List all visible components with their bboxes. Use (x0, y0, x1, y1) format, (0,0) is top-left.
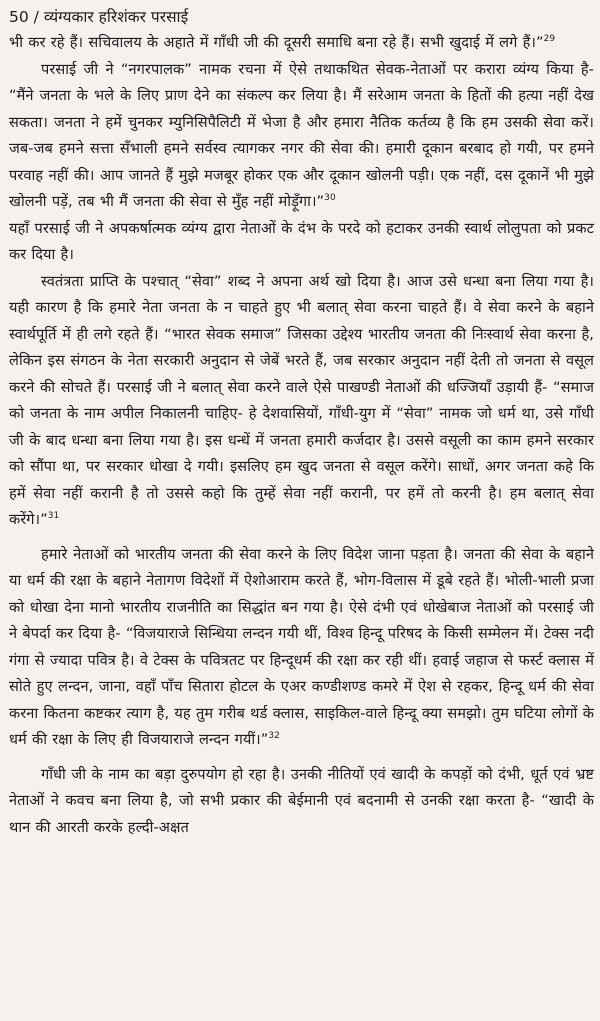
page-body (9, 30, 594, 841)
paragraph (9, 216, 594, 269)
footnote-ref: 30 (324, 193, 336, 204)
header-separator: / (28, 8, 44, 26)
paragraph (9, 542, 594, 754)
paragraph-text: भी कर रहे हैं। सचिवालय के अहाते में गाँधी जी की दूसरी समाधि बना रहे हैं। सभी खुदाई में लगे हैं।” (9, 34, 544, 51)
paragraph (9, 57, 594, 216)
running-header (9, 0, 594, 30)
footnote-ref: 32 (268, 731, 280, 742)
paragraph-text: स्वतंत्रता प्राप्ति के पश्चात् “सेवा” शब्द ने अपना अर्थ खो दिया है। आज उसे धन्धा बना लिया गया है। यही कारण है कि हमारे नेता जनता के न चाहते हुए भी बलात् सेवा करना चाहते हैं। वे सेवा करने के बहाने स्वार्थपूर्ति में ही लगे रहते हैं। “भारत सेवक समाज” जिसका उद्देश्य भारतीय जनता की निःस्वार्थ सेवा करना है, लेकिन इस संगठन के नेता सरकारी अनुदान से जेबें भरते हैं, जब सरकार अनुदान नहीं देती तो जनता से वसूल करने की सोचते हैं। परसाई जी ने बलात् सेवा करने वाले ऐसे पाखण्डी नेताओं की धज्जियाँ उड़ायी हैं- “समाज को जनता के नाम अपील निकालनी चाहिए- हे देशवासियों, गाँधी-युग में “सेवा” नामक जो धर्म था, उसे गाँधी जी के बाद धन्धा बना लिया गया है। इस धन्धें में जनता हमारी कर्जदार है। उससे वसूली का काम हमने सरकार को सौंपा था, पर सरकार धोखा दे गयी। इसलिए हम खुद जनता से वसूल करेंगे। साधों, अगर जनता कहे कि हमें सेवा नहीं करानी है तो उससे कहो कि तुम्हें सेवा नहीं करानी, पर हमें तो करनी है। हम बलात् सेवा करेंगे।” (9, 272, 594, 528)
running-title: व्यंग्यकार हरिशंकर परसाई (43, 8, 189, 26)
paragraph (9, 30, 594, 57)
footnote-ref: 29 (543, 34, 556, 45)
paragraph (9, 762, 594, 842)
paragraph-text: गाँधी जी के नाम का बड़ा दुरुपयोग हो रहा है। उनकी नीतियों एवं खादी के कपड़ों को दंभी, धूर्त एवं भ्रष्ट नेताओं ने कवच बना लिया है, जो सभी प्रकार की बेईमानी एवं बदनामी से उनकी रक्षा करता है- “खादी के थान की आरती करके हल्दी-अक्षत (9, 765, 594, 836)
paragraph-text: परसाई जी ने “नगरपालक” नामक रचना में ऐसे तथाकथित सेवक-नेताओं पर करारा व्यंग्य किया है- “मैंने जनता के भले के लिए प्राण देने का संकल्प कर लिया है। मैं सरेआम जनता के हितों की हत्या नहीं देख सकता। जनता ने हमें चुनकर म्युनिसिपैलिटी में भेजा है और हमारा नैतिक कर्तव्य है कि हम उसकी सेवा करें। जब-जब हमने सत्ता सँभाली हमने सर्वस्व त्यागकर नगर की सेवा की। हमारी दूकान बरबाद हो गयी, पर हमने परवाह नहीं की। आप जानते हैं मुझे मजबूर होकर एक और दूकान खोलनी पड़ी। एक नहीं, दस दूकानें भी मुझे खोलनी पड़ें, तब भी मैं जनता की सेवा से मुँह नहीं मोड़ूँगा।” (9, 60, 594, 210)
paragraph-text: हमारे नेताओं को भारतीय जनता की सेवा करने के लिए विदेश जाना पड़ता है। जनता की सेवा के बहाने या धर्म की रक्षा के बहाने नेतागण विदेशों में ऐशोआराम करते हैं, भोग-विलास में डूबे रहते हैं। भोली-भाली प्रजा को धोखा देना मानो भारतीय राजनीति का सिद्धांत बन गया है। ऐसे दंभी एवं धोखेबाज नेताओं को परसाई जी ने बेपर्दा कर दिया है- “विजयाराजे सिन्धिया लन्दन गयी थीं, विश्व हिन्दू परिषद के किसी सम्मेलन में। टेक्स नदी गंगा से ज्यादा पवित्र है। वे टेक्स के पवित्रतट पर हिन्दूधर्म की रक्षा कर रही थीं। हवाई जहाज से फर्स्ट क्लास में सोते हुए लन्दन, जाना, वहाँ पाँच सितारा होटल के एअर कण्डीशण्ड कमरे में ऐश से रहकर, हिन्दू धर्म की सेवा करना कितना कष्टकर त्याग है, यह तुम गरीब थर्ड क्लास, साइकिल-वाले हिन्दू क्या समझो। तुम घटिया लोगों के धर्म की रक्षा के लिए ही विजयाराजे लन्दन गयीं।” (9, 545, 594, 748)
paragraph (9, 269, 594, 534)
page-number: 50 (9, 8, 29, 26)
footnote-ref: 31 (47, 511, 60, 522)
paragraph-text: यहाँ परसाई जी ने अपकर्षात्मक व्यंग्य द्वारा नेताओं के दंभ के परदे को हटाकर उनकी स्वार्थ लोलुपता को प्रकट कर दिया है। (9, 219, 594, 263)
